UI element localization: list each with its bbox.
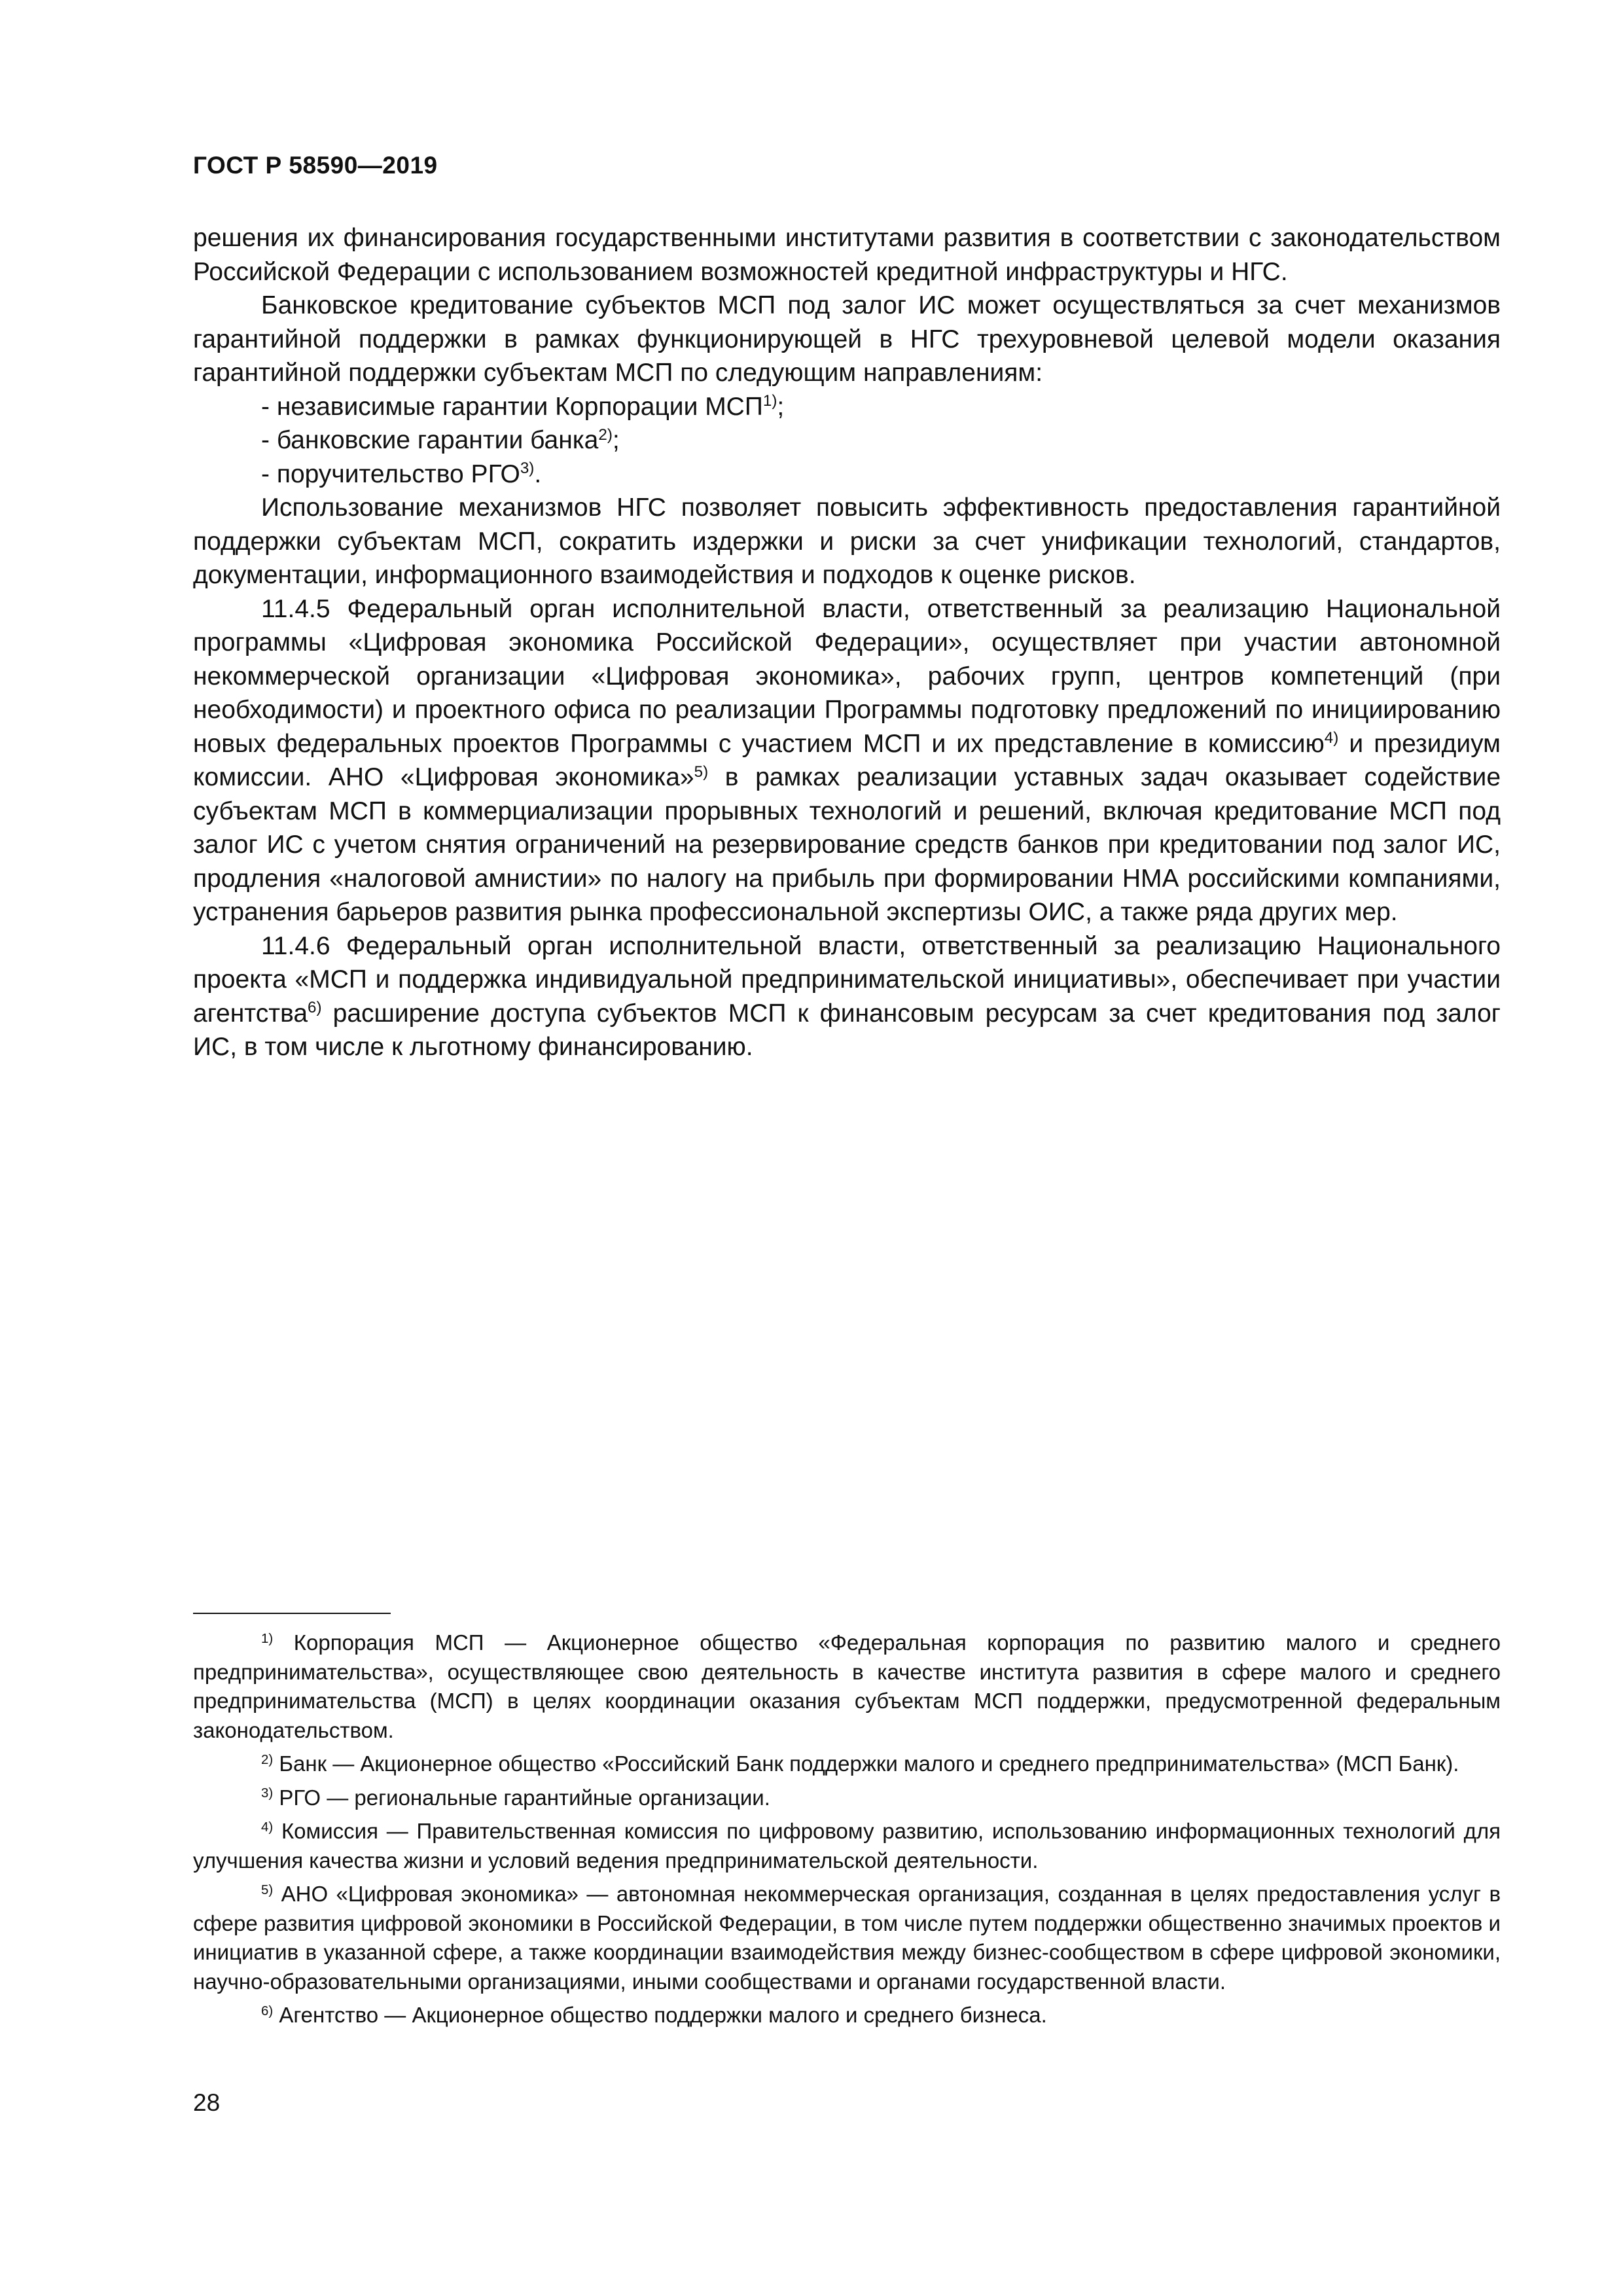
footnote-ref: 6) (308, 999, 322, 1017)
footnote: $^{3)}$ РГО — региональные гарантийные организации. (261, 1785, 770, 1810)
footnote: $^{5)}$ АНО «Цифровая экономика» — автономная некоммерческая организация, созданная в целях предоставления услуг в сфере развития цифровой экономики в Российской Федерации, в том числе путем поддержки общественно значимых проектов и инициатив в указанной сфере, а также координации взаимодействия между бизнес-сообществом в сфере цифровой экономики, научно-образовательными организациями, иными сообществами и органами государственной власти. (193, 1882, 1501, 1994)
footnote-ref: 5) (694, 762, 709, 781)
footnote: $^{4)}$ Комиссия — Правительственная комиссия по цифровому развитию, использованию информационных технологий для улучшения качества жизни и условий ведения предпринимательской деятельности. (193, 1819, 1501, 1873)
page-number: 28 (193, 2089, 221, 2116)
list-item: - независимые гарантии Корпорации МСП$^{1)}$; (261, 392, 785, 421)
footnote: $^{6)}$ Агентство — Акционерное общество поддержки малого и среднего бизнеса. (261, 2003, 1047, 2027)
footnote-ref: 3) (520, 459, 535, 478)
clause-11-4-6: 11.4.6 Федеральный орган исполнительной власти, ответственный за реализацию Национального проекта «МСП и поддержка индивидуальной предпринимательской инициативы», обеспечивает при участии агентства$^{6)}$ расширение доступа субъектов МСП к финансовым ресурсам за счет кредитования под залог ИС, в том числе к льготному финансированию. (193, 931, 1501, 1061)
paragraph-2: Банковское кредитование субъектов МСП под залог ИС может осуществляться за счет механизмов гарантийной поддержки в рамках функционирующей в НГС трехуровневой целевой модели оказания гарантийной поддержки субъектам МСП по следующим направлениям: (193, 291, 1501, 387)
paragraph-3: Использование механизмов НГС позволяет повысить эффективность предоставления гарантийной поддержки субъектам МСП, сократить издержки и риски за счет унификации технологий, стандартов, документации, информационного взаимодействия и подходов к оценке рисков. (193, 493, 1501, 589)
footnote: $^{1)}$ Корпорация МСП — Акционерное общество «Федеральная корпорация по развитию малого и среднего предпринимательства», осуществляющее свою деятельность в качестве института развития в сфере малого и среднего предпринимательства (МСП) в целях координации оказания субъектам МСП поддержки, предусмотренной федеральным законодательством. (193, 1630, 1501, 1742)
list-item: - банковские гарантии банка$^{2)}$; (261, 425, 620, 454)
footnote-ref: 4) (1324, 729, 1339, 747)
list-item: - поручительство РГО$^{3)}$. (261, 459, 542, 488)
document-header: ГОСТ Р 58590—2019 (193, 152, 438, 179)
main-text (193, 221, 1501, 1064)
paragraph-1: решения их финансирования государственными институтами развития в соответствии с законодательством Российской Федерации с использованием возможностей кредитной инфраструктуры и НГС. (193, 224, 1501, 286)
footnote-separator (193, 1613, 391, 1614)
footnote-ref: 1) (762, 392, 777, 410)
footnote-ref: 2) (598, 425, 613, 444)
clause-11-4-5: 11.4.5 Федеральный орган исполнительной власти, ответственный за реализацию Национальной программы «Цифровая экономика Российской Федерации», осуществляет при участии автономной некоммерческой организации «Цифровая экономика», рабочих групп, центров компетенций (при необходимости) и проектного офиса по реализации Программы подготовку предложений по инициированию новых федеральных проектов Программы с участием МСП и их представление в комиссию$^{4)}$ и президиум комиссии. АНО «Цифровая экономика»$^{5)}$ в рамках реализации уставных задач оказывает содействие субъектам МСП в коммерциализации прорывных технологий и решений, включая кредитование МСП под залог ИС с учетом снятия ограничений на резервирование средств банков при кредитовании под залог ИС, продления «налоговой амнистии» по налогу на прибыль при формировании НМА российскими компаниями, устранения барьеров развития рынка профессиональной экспертизы ОИС, а также ряда других мер. (193, 594, 1501, 926)
footnote: $^{2)}$ Банк — Акционерное общество «Российский Банк поддержки малого и среднего предпринимательства» (МСП Банк). (261, 1751, 1459, 1776)
footnotes (193, 1628, 1501, 2035)
